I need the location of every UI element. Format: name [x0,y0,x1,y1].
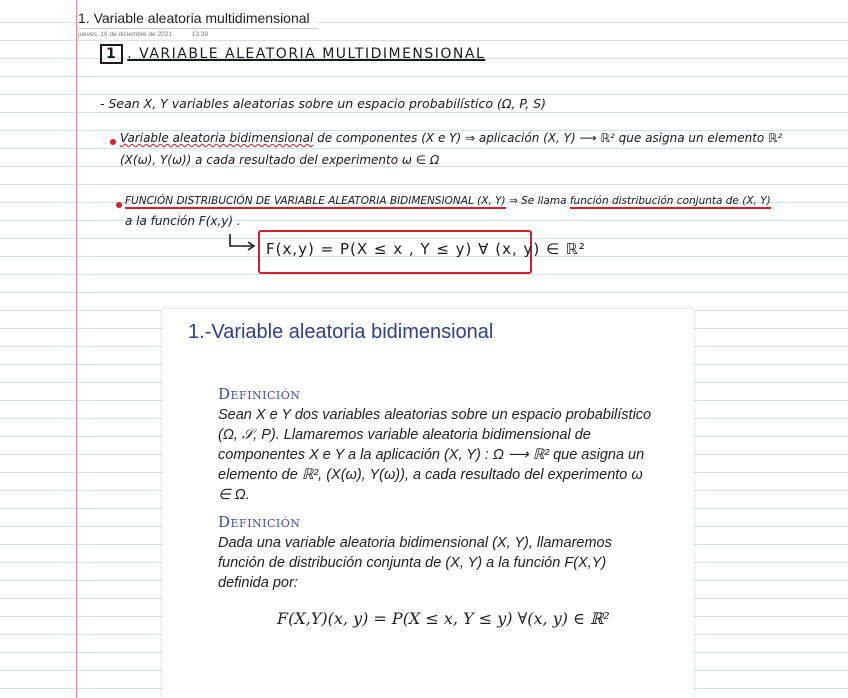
page-time: 13:39 [191,31,209,38]
definition-2-label: Definición [218,513,301,531]
bullet-2-term: FUNCIÓN DISTRIBUCIÓN DE VARIABLE ALEATORIA BIDIMENSIONAL (X, Y) [125,195,506,207]
bullet-2-mid: ⇒ Se llama [505,195,570,207]
definition-1-label: Definición [218,385,301,403]
page-timestamp [78,31,226,38]
bullet-1-term: Variable aleatoria bidimensional [120,131,314,145]
embedded-slide[interactable] [162,309,694,698]
notes-line-intro: - Sean X, Y variables aleatorias sobre un espacio probabilístico (Ω, P, S) [100,96,546,111]
notes-bullet-1 [120,131,782,145]
notes-bullet-1-line2: (X(ω), Y(ω)) a cada resultado del experimento ω ∈ Ω [120,153,440,167]
notes-formula: F(x,y) = P(X ≤ x , Y ≤ y) ∀ (x, y) ∈ ℝ² [266,240,586,258]
page-date: jueves, 16 de diciembre de 2021 [78,31,172,38]
notes-bullet-2 [125,195,771,207]
heading-number: 1 [100,44,123,64]
definition-1-text: Sean X e Y dos variables aleatorias sobre un espacio probabilístico (Ω, 𝒮, P). Llamaremos variable aleatoria bidimensional de componentes X e Y a la aplicación (X, Y) : Ω ⟶ ℝ² que asigna un elemento de ℝ², (X(ω), Y(ω)), a cada resultado del experimento ω ∈ Ω. [218,407,652,503]
slide-formula: F(X,Y)(x, y) = P(X ≤ x, Y ≤ y) ∀(x, y) ∈ ℝ² [277,609,610,628]
bullet-dot-2 [116,202,122,208]
slide-title: 1.-Variable aleatoria bidimensional [188,321,494,343]
title-divider [78,28,318,29]
bullet-1-rest: de componentes (X e Y) ⇒ aplicación (X, Y) ⟶ ℝ² que asigna un elemento ℝ² [313,131,783,145]
definition-2-text: Dada una variable aleatoria bidimensional (X, Y), llamaremos función de distribución conjunta de (X, Y) a la función F(X,Y) definida por: [218,535,612,591]
notebook-margin-line [76,0,77,698]
bullet-2-term2: función distribución conjunta de (X, Y) [569,195,771,207]
notes-bullet-2-line2: a la función F(x,y) . [125,214,241,228]
hooked-arrow-icon [228,232,258,252]
page-title[interactable]: 1. Variable aleatoria multidimensional [78,10,316,26]
heading-text: . VARIABLE ALEATORIA MULTIDIMENSIONAL [127,46,486,62]
notes-heading [100,44,485,64]
bullet-dot-1 [110,139,116,145]
